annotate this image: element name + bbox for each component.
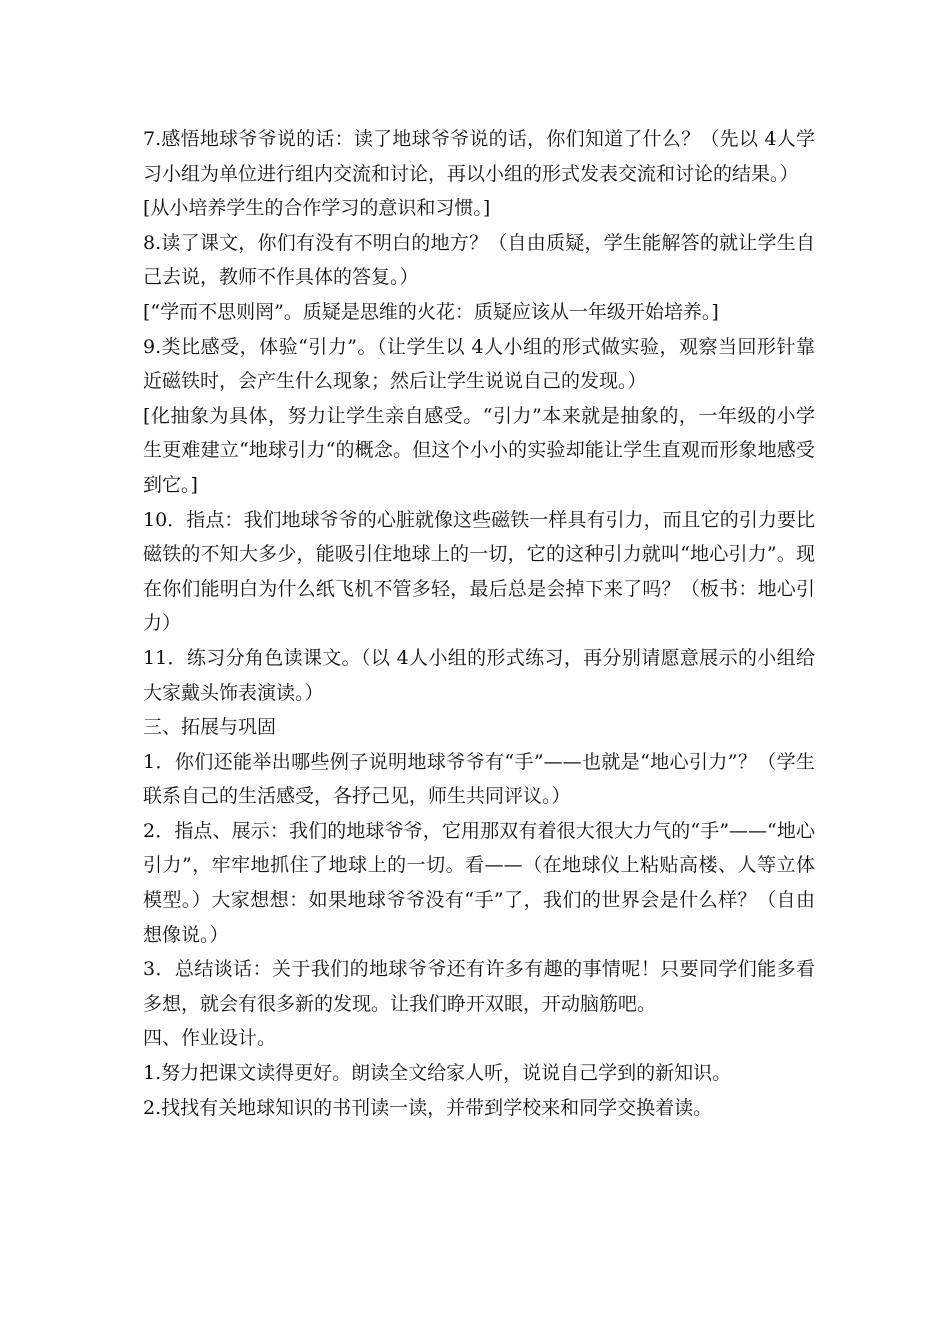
homework-item-2: 2.找找有关地球知识的书刊读一读，并带到学校来和同学交换着读。: [143, 1096, 713, 1119]
paragraph-extension-3: 3．总结谈话：关于我们的地球爷爷还有许多有趣的事情呢！只要同学们能多看多想，就会有很多新的发现。让我们睁开双眼，开动脑筋吧。: [143, 958, 815, 1015]
section-heading-extension: 三、拓展与巩固: [143, 716, 277, 739]
document-body: [143, 122, 815, 1125]
paragraph-step-11: 11．练习分角色读课文。（以 4人小组的形式练习，再分别请愿意展示的小组给大家戴头饰表演读。）: [143, 646, 815, 704]
paragraph-step-7: 7.感悟地球爷爷说的话：读了地球爷爷说的话，你们知道了什么？（先以 4人学习小组为单位进行组内交流和讨论，再以小组的形式发表交流和讨论的结果。）: [143, 128, 815, 185]
paragraph-step-8: 8.读了课文，你们有没有不明白的地方？（自由质疑，学生能解答的就让学生自己去说，教师不作具体的答复。）: [143, 231, 815, 289]
paragraph-extension-1: 1．你们还能举出哪些例子说明地球爷爷有“手”——也就是“地心引力”？（学生联系自己的生活感受，各抒己见，师生共同评议。）: [143, 750, 815, 808]
note-cooperative-learning: [从小培养学生的合作学习的意识和习惯。]: [143, 197, 491, 220]
paragraph-step-10: 10．指点：我们地球爷爷的心脏就像这些磁铁一样具有引力，而且它的引力要比磁铁的不知大多少，能吸引住地球上的一切，它的这种引力就叫“地心引力”。现在你们能明白为什么纸飞机不管多轻，最后总是会掉下来了吗？（板书：地心引力）: [143, 508, 815, 635]
homework-item-1: 1.努力把课文读得更好。朗读全文给家人听，说说自己学到的新知识。: [143, 1062, 732, 1085]
note-questioning: [“学而不思则罔”。质疑是思维的火花：质疑应该从一年级开始培养。]: [143, 300, 719, 323]
section-heading-homework: 四、作业设计。: [143, 1027, 277, 1050]
note-gravity-concept: [化抽象为具体，努力让学生亲自感受。“引力”本来就是抽象的，一年级的小学生更难建立“地球引力“的概念。但这个小小的实验却能让学生直观而形象地感受到它。]: [143, 404, 815, 496]
paragraph-step-9: 9.类比感受，体验“引力”。（让学生以 4人小组的形式做实验，观察当回形针靠近磁铁时，会产生什么现象；然后让学生说说自己的发现。）: [143, 335, 815, 393]
paragraph-extension-2: 2．指点、展示：我们的地球爷爷，它用那双有着很大很大力气的“手”——“地心引力”，牢牢地抓住了地球上的一切。看——（在地球仪上粘贴高楼、人等立体模型。）大家想想：如果地球爷爷没有“手”了，我们的世界会是什么样？（自由想像说。）: [143, 819, 815, 946]
